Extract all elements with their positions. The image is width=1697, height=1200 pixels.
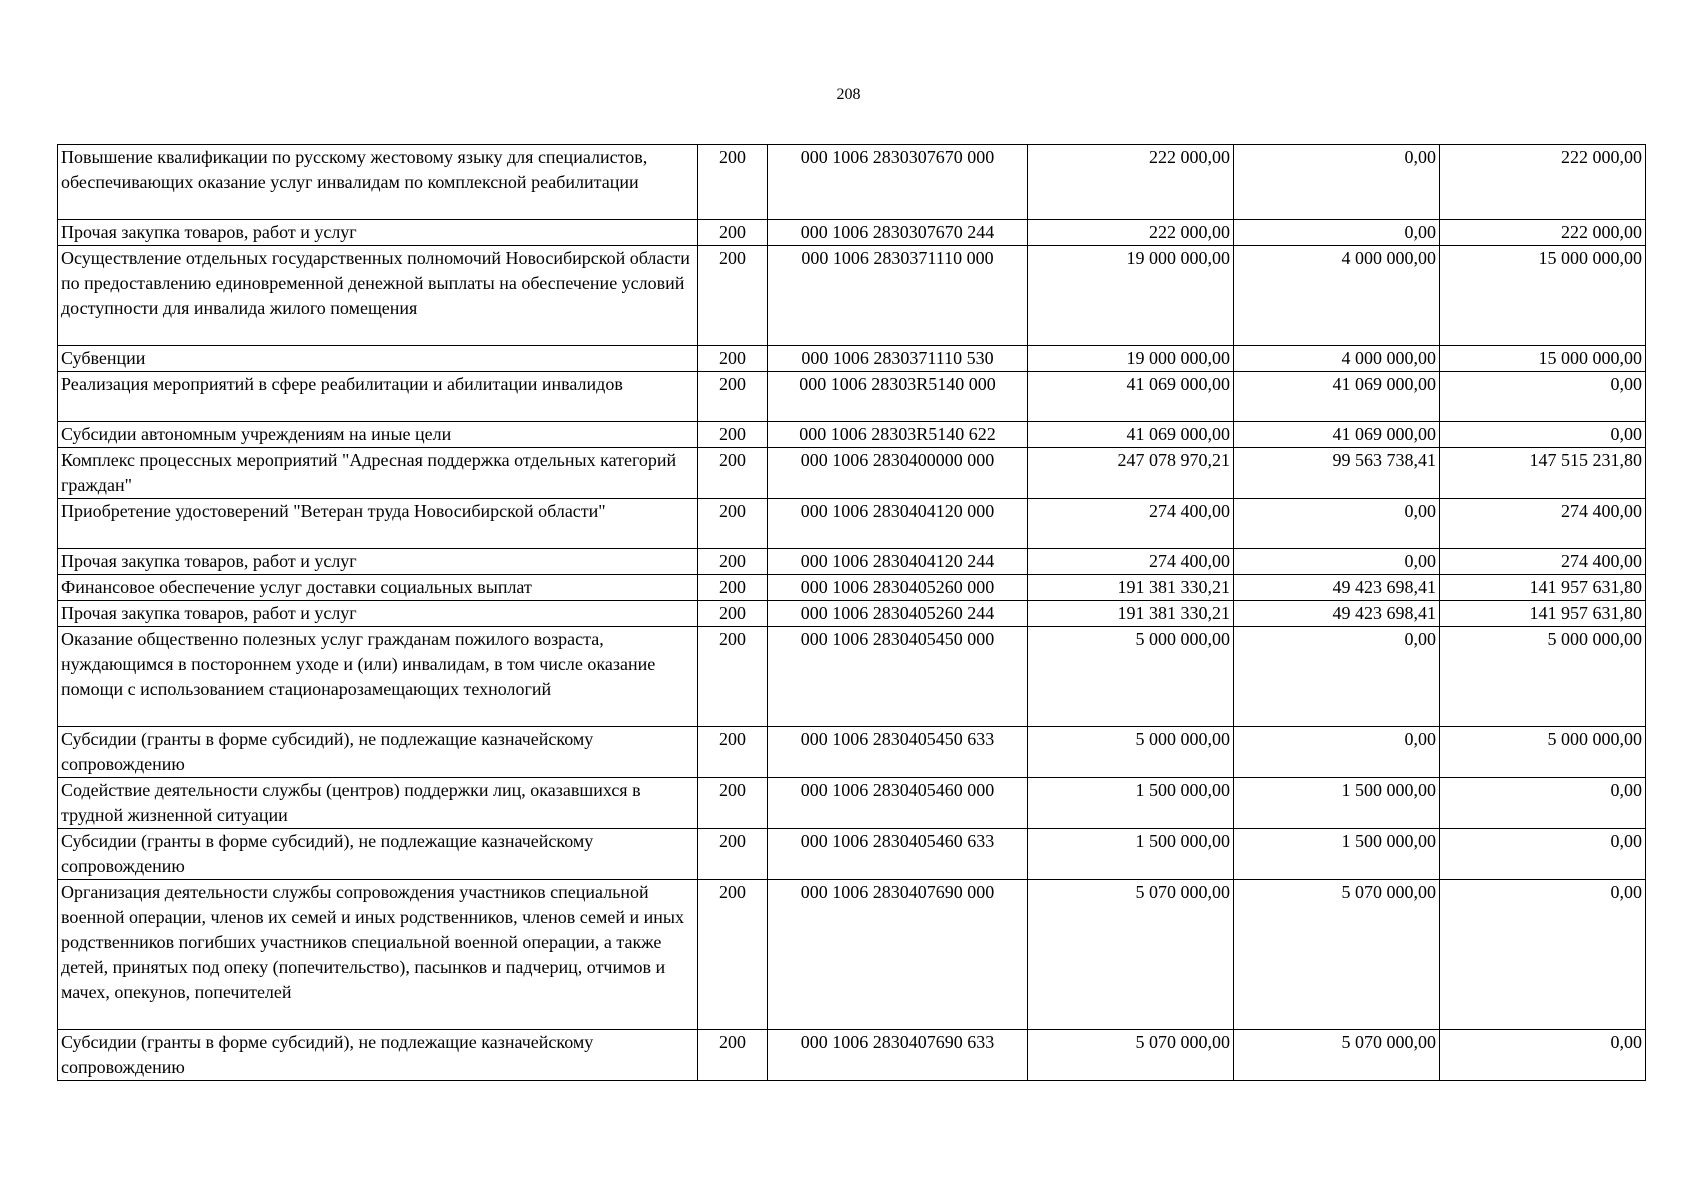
row-value-2: 1 500 000,00 [1234, 778, 1440, 829]
row-kbk: 000 1006 2830404120 244 [768, 549, 1028, 575]
row-value-1: 41 069 000,00 [1028, 422, 1234, 448]
page-number: 208 [836, 86, 861, 103]
table-row [58, 880, 1646, 1030]
table-row [58, 778, 1646, 829]
row-value-1: 222 000,00 [1028, 220, 1234, 246]
table-row [58, 829, 1646, 880]
row-value-3: 222 000,00 [1440, 220, 1646, 246]
row-value-2: 49 423 698,41 [1234, 601, 1440, 627]
row-code: 200 [698, 829, 768, 880]
row-value-2: 0,00 [1234, 145, 1440, 220]
row-value-3: 0,00 [1440, 1030, 1646, 1081]
row-value-3: 0,00 [1440, 372, 1646, 422]
row-value-2: 0,00 [1234, 549, 1440, 575]
row-value-2: 49 423 698,41 [1234, 575, 1440, 601]
row-code: 200 [698, 372, 768, 422]
table-row [58, 372, 1646, 422]
table-row [58, 346, 1646, 372]
row-code: 200 [698, 346, 768, 372]
row-name: Реализация мероприятий в сфере реабилитации и абилитации инвалидов [58, 372, 698, 422]
row-value-3: 141 957 631,80 [1440, 575, 1646, 601]
row-value-2: 4 000 000,00 [1234, 246, 1440, 346]
table-row [58, 448, 1646, 499]
row-value-2: 5 070 000,00 [1234, 1030, 1440, 1081]
row-name: Субсидии (гранты в форме субсидий), не подлежащие казначейскому сопровождению [58, 727, 698, 778]
row-name: Повышение квалификации по русскому жестовому языку для специалистов, обеспечивающих оказание услуг инвалидам по комплексной реабилитации [58, 145, 698, 220]
row-code: 200 [698, 627, 768, 727]
row-value-1: 1 500 000,00 [1028, 829, 1234, 880]
row-value-1: 247 078 970,21 [1028, 448, 1234, 499]
row-value-1: 41 069 000,00 [1028, 372, 1234, 422]
row-kbk: 000 1006 2830307670 244 [768, 220, 1028, 246]
row-value-2: 0,00 [1234, 627, 1440, 727]
row-value-2: 99 563 738,41 [1234, 448, 1440, 499]
table-row [58, 549, 1646, 575]
row-value-1: 191 381 330,21 [1028, 601, 1234, 627]
row-value-2: 0,00 [1234, 220, 1440, 246]
row-kbk: 000 1006 2830407690 633 [768, 1030, 1028, 1081]
row-value-3: 0,00 [1440, 880, 1646, 1030]
row-name: Субсидии (гранты в форме субсидий), не подлежащие казначейскому сопровождению [58, 1030, 698, 1081]
row-value-1: 274 400,00 [1028, 499, 1234, 549]
row-value-3: 5 000 000,00 [1440, 627, 1646, 727]
table-row [58, 1030, 1646, 1081]
row-value-3: 0,00 [1440, 422, 1646, 448]
row-kbk: 000 1006 2830405450 000 [768, 627, 1028, 727]
row-kbk: 000 1006 2830405460 633 [768, 829, 1028, 880]
row-code: 200 [698, 727, 768, 778]
row-name: Комплекс процессных мероприятий "Адресная поддержка отдельных категорий граждан" [58, 448, 698, 499]
row-name: Осуществление отдельных государственных полномочий Новосибирской области по предоставлению единовременной денежной выплаты на обеспечение условий доступности для инвалида жилого помещения [58, 246, 698, 346]
row-kbk: 000 1006 2830400000 000 [768, 448, 1028, 499]
row-code: 200 [698, 499, 768, 549]
row-value-3: 0,00 [1440, 829, 1646, 880]
row-value-1: 5 070 000,00 [1028, 880, 1234, 1030]
row-code: 200 [698, 549, 768, 575]
row-value-1: 191 381 330,21 [1028, 575, 1234, 601]
row-value-2: 0,00 [1234, 727, 1440, 778]
row-name: Содействие деятельности службы (центров) поддержки лиц, оказавшихся в трудной жизненной ситуации [58, 778, 698, 829]
row-kbk: 000 1006 2830371110 000 [768, 246, 1028, 346]
row-name: Организация деятельности службы сопровождения участников специальной военной операции, членов их семей и иных родственников, членов семей и иных родственников погибших участников специальной военной операции, а также детей, принятых под опеку (попечительство), пасынков и падчериц, отчимов и мачех, опекунов, попечителей [58, 880, 698, 1030]
row-code: 200 [698, 145, 768, 220]
row-code: 200 [698, 448, 768, 499]
row-kbk: 000 1006 2830405260 000 [768, 575, 1028, 601]
row-value-1: 5 000 000,00 [1028, 727, 1234, 778]
row-value-2: 4 000 000,00 [1234, 346, 1440, 372]
budget-table [57, 144, 1646, 1081]
row-code: 200 [698, 575, 768, 601]
row-name: Приобретение удостоверений "Ветеран труда Новосибирской области" [58, 499, 698, 549]
row-name: Прочая закупка товаров, работ и услуг [58, 549, 698, 575]
row-value-3: 15 000 000,00 [1440, 346, 1646, 372]
row-value-1: 1 500 000,00 [1028, 778, 1234, 829]
row-value-3: 15 000 000,00 [1440, 246, 1646, 346]
row-kbk: 000 1006 2830307670 000 [768, 145, 1028, 220]
row-name: Субсидии (гранты в форме субсидий), не подлежащие казначейскому сопровождению [58, 829, 698, 880]
row-value-3: 0,00 [1440, 778, 1646, 829]
row-kbk: 000 1006 28303R5140 000 [768, 372, 1028, 422]
row-kbk: 000 1006 2830371110 530 [768, 346, 1028, 372]
table-row [58, 727, 1646, 778]
row-value-2: 41 069 000,00 [1234, 422, 1440, 448]
row-value-1: 222 000,00 [1028, 145, 1234, 220]
row-value-3: 141 957 631,80 [1440, 601, 1646, 627]
row-name: Финансовое обеспечение услуг доставки социальных выплат [58, 575, 698, 601]
row-code: 200 [698, 880, 768, 1030]
row-value-3: 147 515 231,80 [1440, 448, 1646, 499]
row-value-1: 5 070 000,00 [1028, 1030, 1234, 1081]
row-code: 200 [698, 246, 768, 346]
row-value-3: 274 400,00 [1440, 549, 1646, 575]
row-code: 200 [698, 422, 768, 448]
row-value-1: 19 000 000,00 [1028, 346, 1234, 372]
row-value-2: 5 070 000,00 [1234, 880, 1440, 1030]
table-row [58, 220, 1646, 246]
row-value-2: 41 069 000,00 [1234, 372, 1440, 422]
row-name: Субвенции [58, 346, 698, 372]
row-value-1: 5 000 000,00 [1028, 627, 1234, 727]
row-kbk: 000 1006 2830404120 000 [768, 499, 1028, 549]
table-row [58, 422, 1646, 448]
row-name: Прочая закупка товаров, работ и услуг [58, 220, 698, 246]
row-code: 200 [698, 220, 768, 246]
row-value-2: 0,00 [1234, 499, 1440, 549]
row-kbk: 000 1006 2830407690 000 [768, 880, 1028, 1030]
table-row [58, 601, 1646, 627]
row-value-1: 274 400,00 [1028, 549, 1234, 575]
row-value-3: 274 400,00 [1440, 499, 1646, 549]
table-row [58, 145, 1646, 220]
row-kbk: 000 1006 28303R5140 622 [768, 422, 1028, 448]
row-code: 200 [698, 778, 768, 829]
row-name: Прочая закупка товаров, работ и услуг [58, 601, 698, 627]
table-row [58, 575, 1646, 601]
row-code: 200 [698, 601, 768, 627]
row-code: 200 [698, 1030, 768, 1081]
table-row [58, 627, 1646, 727]
row-name: Оказание общественно полезных услуг гражданам пожилого возраста, нуждающимся в постороннем уходе и (или) инвалидам, в том числе оказание помощи с использованием стационарозамещающих технологий [58, 627, 698, 727]
row-value-3: 5 000 000,00 [1440, 727, 1646, 778]
row-kbk: 000 1006 2830405260 244 [768, 601, 1028, 627]
table-row [58, 246, 1646, 346]
table-row [58, 499, 1646, 549]
row-value-1: 19 000 000,00 [1028, 246, 1234, 346]
row-value-2: 1 500 000,00 [1234, 829, 1440, 880]
row-value-3: 222 000,00 [1440, 145, 1646, 220]
row-kbk: 000 1006 2830405450 633 [768, 727, 1028, 778]
row-kbk: 000 1006 2830405460 000 [768, 778, 1028, 829]
row-name: Субсидии автономным учреждениям на иные цели [58, 422, 698, 448]
